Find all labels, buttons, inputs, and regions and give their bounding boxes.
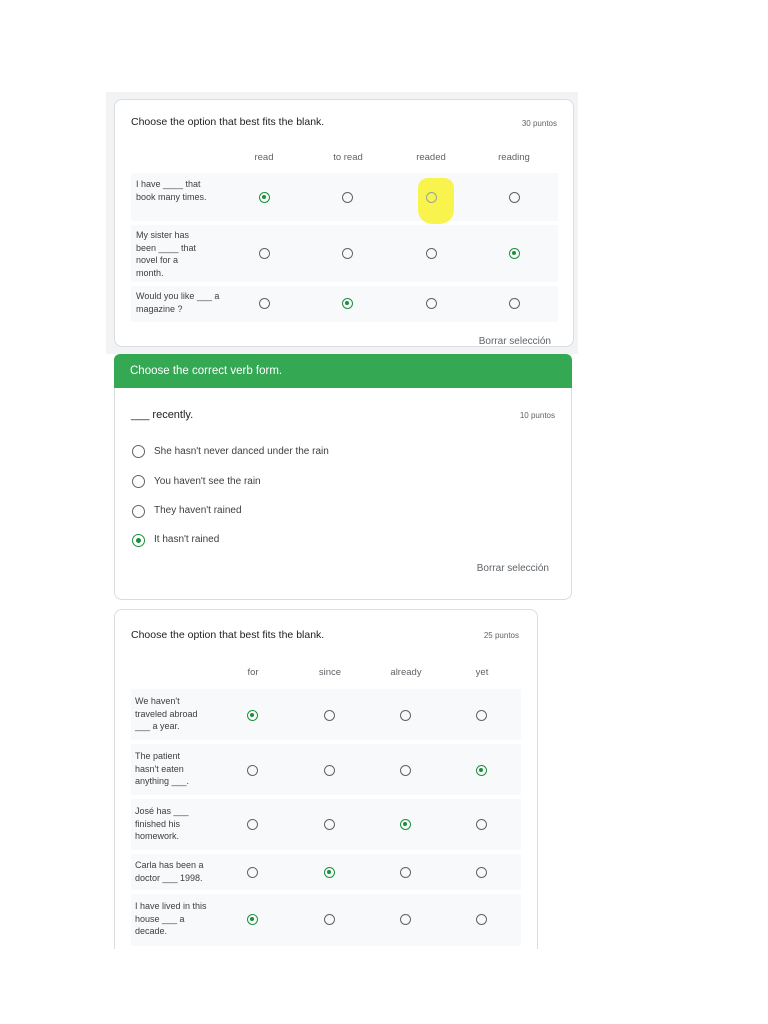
column-header-yet: yet	[475, 667, 489, 678]
radio-row1-for[interactable]	[247, 710, 258, 721]
radio-row5-since[interactable]	[324, 914, 335, 925]
column-header-since: since	[318, 667, 342, 678]
row-label: The patient hasn't eaten anything ___.	[135, 751, 190, 786]
column-header-to-read: to read	[333, 152, 363, 163]
radio-row1-yet[interactable]	[476, 710, 487, 721]
column-header-for: for	[247, 667, 259, 678]
column-header-read: read	[254, 152, 274, 163]
radio-row2-read[interactable]	[259, 248, 270, 259]
radio-row2-readed[interactable]	[426, 248, 437, 259]
radio-row1-to-read[interactable]	[342, 192, 353, 203]
row-label: I have ____ that book many times.	[136, 179, 207, 202]
row-label: I have lived in this house ___ a decade.	[135, 901, 207, 936]
radio-row3-yet[interactable]	[476, 819, 487, 830]
radio-row1-readed[interactable]	[426, 192, 437, 203]
radio-row1-read[interactable]	[259, 192, 270, 203]
option-radio-selected[interactable]	[132, 534, 145, 547]
question-title: Choose the option that best fits the blank.	[131, 116, 325, 128]
row-label: Would you like ___ a magazine ?	[136, 291, 220, 314]
section-header: Choose the correct verb form.	[114, 354, 572, 388]
radio-row3-reading[interactable]	[509, 298, 520, 309]
radio-row1-since[interactable]	[324, 710, 335, 721]
clear-selection-button[interactable]: Borrar selección	[476, 563, 549, 574]
question-card-2	[114, 388, 572, 600]
option-radio[interactable]	[132, 445, 145, 458]
radio-row3-to-read[interactable]	[342, 298, 353, 309]
option-radio[interactable]	[132, 475, 145, 488]
points-label: 10 puntos	[519, 411, 555, 420]
radio-row4-since[interactable]	[324, 867, 335, 878]
radio-row1-already[interactable]	[400, 710, 411, 721]
question-prompt: ___ recently.	[131, 409, 194, 421]
row-label: Carla has been a doctor ___ 1998.	[135, 860, 204, 883]
radio-row2-reading[interactable]	[509, 248, 520, 259]
clear-selection-button[interactable]: Borrar selección	[478, 336, 551, 347]
radio-row5-already[interactable]	[400, 914, 411, 925]
radio-row3-already[interactable]	[400, 819, 411, 830]
highlighter-mark	[418, 178, 454, 224]
row-label: We haven't traveled abroad ___ a year.	[135, 696, 198, 731]
question-title: Choose the option that best fits the blank.	[131, 629, 325, 641]
option-label: It hasn't rained	[154, 534, 220, 545]
column-header-reading: reading	[498, 152, 530, 163]
question-card-1	[114, 99, 574, 347]
radio-row4-already[interactable]	[400, 867, 411, 878]
question-card-3	[114, 609, 538, 949]
radio-row1-reading[interactable]	[509, 192, 520, 203]
radio-row5-for[interactable]	[247, 914, 258, 925]
radio-row2-since[interactable]	[324, 765, 335, 776]
radio-row3-for[interactable]	[247, 819, 258, 830]
radio-row4-for[interactable]	[247, 867, 258, 878]
radio-row2-yet[interactable]	[476, 765, 487, 776]
radio-row2-to-read[interactable]	[342, 248, 353, 259]
radio-row3-read[interactable]	[259, 298, 270, 309]
option-label: They haven't rained	[154, 505, 242, 516]
option-radio[interactable]	[132, 505, 145, 518]
row-label: José has ___ finished his homework.	[135, 806, 189, 841]
row-label: My sister has been ____ that novel for a month.	[136, 230, 197, 278]
option-label: You haven't see the rain	[154, 476, 261, 487]
points-label: 25 puntos	[483, 631, 519, 640]
radio-row2-already[interactable]	[400, 765, 411, 776]
radio-row3-since[interactable]	[324, 819, 335, 830]
points-label: 30 puntos	[521, 119, 557, 128]
radio-row4-yet[interactable]	[476, 867, 487, 878]
column-header-already: already	[390, 667, 422, 678]
radio-row2-for[interactable]	[247, 765, 258, 776]
column-header-readed: readed	[416, 152, 446, 163]
radio-row3-readed[interactable]	[426, 298, 437, 309]
option-label: She hasn't never danced under the rain	[154, 446, 329, 457]
radio-row5-yet[interactable]	[476, 914, 487, 925]
